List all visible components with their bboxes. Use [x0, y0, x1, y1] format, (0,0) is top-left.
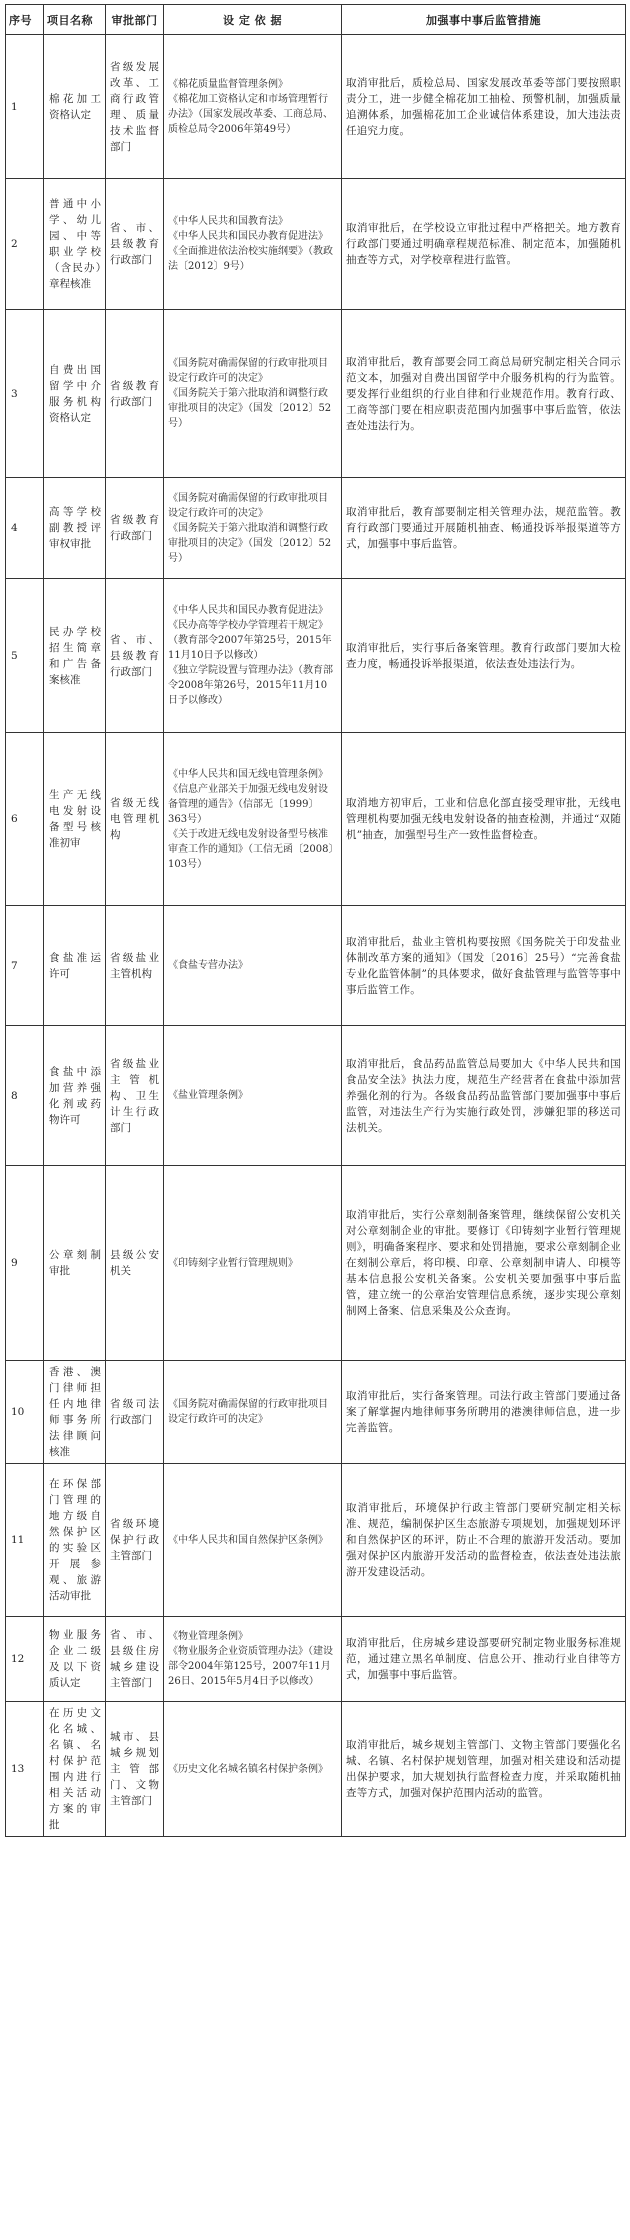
row-item-name: 食盐准运许可 [44, 906, 106, 1026]
row-seq: 4 [6, 478, 44, 579]
table-header-row [6, 5, 626, 35]
table-row [6, 1617, 626, 1702]
basis-line: 《信息产业部关于加强无线电发射设备管理的通告》（信部无〔1999〕363号） [168, 783, 328, 825]
basis-line: 《国务院对确需保留的行政审批项目设定行政许可的决定》 [168, 492, 328, 519]
row-measures: 取消审批后，教育部要制定相关管理办法，规范监管。教育行政部门要通过开展随机抽查、畅通投诉举报渠道等方式，加强事中事后监管。 [342, 478, 626, 579]
header-basis: 设 定 依 据 [164, 5, 342, 35]
table-row [6, 1166, 626, 1361]
row-approval-dept: 省级盐业主管机构 [106, 906, 164, 1026]
row-item-name: 棉花加工资格认定 [44, 35, 106, 179]
basis-line: 《国务院关于第六批取消和调整行政审批项目的决定》（国发〔2012〕52号） [168, 522, 332, 564]
table-row [6, 179, 626, 310]
basis-line: 《印铸刻字业暂行管理规则》 [168, 1257, 298, 1269]
row-approval-dept: 省级司法行政部门 [106, 1361, 164, 1464]
row-seq: 3 [6, 310, 44, 478]
basis-line: 《全面推进依法治校实施纲要》（教政法〔2012〕9号） [168, 246, 333, 272]
basis-line: 《物业管理条例》 [168, 1631, 248, 1642]
table-row [6, 733, 626, 906]
row-measures: 取消审批后，城乡规划主管部门、文物主管部门要强化名城、名镇、名村保护规划管理，加强对相关建设和活动提出保护要求，加大规划执行监督检查力度，并采取随机抽查等方式，加强对保护范围内活动的监管。 [342, 1702, 626, 1837]
row-seq: 6 [6, 733, 44, 906]
row-seq: 11 [6, 1464, 44, 1617]
basis-line: 《食盐专营办法》 [168, 960, 248, 971]
basis-line: 《棉花质量监督管理条例》 [168, 78, 288, 90]
basis-line: 《中华人民共和国民办教育促进法》 [168, 231, 328, 242]
row-basis [164, 1464, 342, 1617]
row-basis [164, 579, 342, 733]
row-basis [164, 1166, 342, 1361]
row-item-name: 普通中小学、幼儿园、中等职业学校（含民办）章程核准 [44, 179, 106, 310]
basis-line: 《中华人民共和国教育法》 [168, 216, 288, 227]
header-seq: 序号 [6, 5, 44, 35]
table-row [6, 1702, 626, 1837]
row-measures: 取消审批后，食品药品监管总局要加大《中华人民共和国食品安全法》执法力度，规范生产经营者在食盐中添加营养强化剂的行为。各级食品药品监管部门要加强事中事后监管，对违法生产行为实施行政处罚，涉嫌犯罪的移送司法机关。 [342, 1026, 626, 1166]
basis-line: 《棉花加工资格认定和市场管理暂行办法》（国家发展改革委、工商总局、质检总局令2006年第49号） [168, 93, 333, 135]
table-row [6, 478, 626, 579]
header-item-name: 项目名称 [44, 5, 106, 35]
row-measures: 取消审批后，在学校设立审批过程中严格把关。地方教育行政部门要通过明确章程规范标准、制定范本，加强随机抽查等方式，对学校章程进行监管。 [342, 179, 626, 310]
row-item-name: 高等学校副教授评审权审批 [44, 478, 106, 579]
row-measures: 取消审批后，质检总局、国家发展改革委等部门要按照职责分工，进一步健全棉花加工抽检、预警机制，加强质量追溯体系，加强棉花加工企业诚信体系建设，加大违法责任追究力度。 [342, 35, 626, 179]
row-approval-dept: 省级盐业主管机构、卫生计生行政部门 [106, 1026, 164, 1166]
approval-items-table-sheet [5, 4, 625, 1837]
table-row [6, 1361, 626, 1464]
row-basis [164, 1026, 342, 1166]
row-basis [164, 478, 342, 579]
row-measures: 取消审批后，实行事后备案管理。教育行政部门要加大检查力度，畅通投诉举报渠道，依法查处违法行为。 [342, 579, 626, 733]
basis-line: 《盐业管理条例》 [168, 1090, 248, 1101]
row-seq: 8 [6, 1026, 44, 1166]
row-item-name: 民办学校招生简章和广告备案核准 [44, 579, 106, 733]
row-approval-dept: 城市、县城乡规划主管部门、文物主管部门 [106, 1702, 164, 1837]
header-approval-dept: 审批部门 [106, 5, 164, 35]
row-item-name: 在历史文化名城、名镇、名村保护范围内进行相关活动方案的审批 [44, 1702, 106, 1837]
row-basis [164, 1361, 342, 1464]
row-seq: 1 [6, 35, 44, 179]
row-seq: 13 [6, 1702, 44, 1837]
basis-line: 《民办高等学校办学管理若干规定》（教育部令2007年第25号，2015年11月10日予以修改） [168, 620, 332, 661]
row-approval-dept: 省级无线电管理机构 [106, 733, 164, 906]
basis-line: 《物业服务企业资质管理办法》（建设部令2004年第125号，2007年11月26日、2015年5月4日予以修改） [168, 1646, 333, 1687]
row-basis [164, 1702, 342, 1837]
row-basis [164, 35, 342, 179]
row-measures: 取消审批后，盐业主管机构要按照《国务院关于印发盐业体制改革方案的通知》（国发〔2016〕25号）“完善食盐专业化监管体制”的具体要求，做好食盐管理与监管等事中事后监管工作。 [342, 906, 626, 1026]
table-row [6, 310, 626, 478]
row-seq: 12 [6, 1617, 44, 1702]
row-approval-dept: 省级教育行政部门 [106, 478, 164, 579]
row-measures: 取消地方初审后，工业和信息化部直接受理审批，无线电管理机构要加强无线电发射设备的抽查检测，并通过“双随机”抽查，加强型号生产一致性监督检查。 [342, 733, 626, 906]
row-item-name: 生产无线电发射设备型号核准初审 [44, 733, 106, 906]
row-basis [164, 1617, 342, 1702]
row-measures: 取消审批后，实行公章刻制备案管理，继续保留公安机关对公章刻制企业的审批。要修订《印铸刻字业暂行管理规则》，明确备案程序、要求和处罚措施，要求公章刻制企业在刻制公章后，将印模、印章、公章刻制申请人、印模等基本信息报公安机关备案。公安机关要加强事中事后监管，建立统一的公章治安管理信息系统，逐步实现公章刻制网上备案、信息采集及公众查询。 [342, 1166, 626, 1361]
basis-line: 《关于改进无线电发射设备型号核准审查工作的通知》（工信无函〔2008〕103号） [168, 828, 334, 870]
basis-line: 《国务院关于第六批取消和调整行政审批项目的决定》（国发〔2012〕52号） [168, 388, 332, 429]
row-measures: 取消审批后，环境保护行政主管部门要研究制定相关标准、规范，编制保护区生态旅游专项规划，加强规划环评和自然保护区的环评，防止不合理的旅游开发活动。要加强对保护区内旅游开发活动的监督检查，依法查处违法旅游开发建设活动。 [342, 1464, 626, 1617]
row-approval-dept: 省级发展改革、工商行政管理、质量技术监督部门 [106, 35, 164, 179]
basis-line: 《国务院对确需保留的行政审批项目设定行政许可的决定》 [168, 358, 328, 384]
basis-line: 《中华人民共和国自然保护区条例》 [168, 1534, 328, 1546]
row-approval-dept: 省、市、县级教育行政部门 [106, 179, 164, 310]
basis-line: 《历史文化名城名镇名村保护条例》 [168, 1763, 328, 1775]
row-seq: 5 [6, 579, 44, 733]
table-row [6, 1464, 626, 1617]
basis-line: 《独立学院设置与管理办法》（教育部令2008年第26号，2015年11月10日予以修改） [168, 665, 333, 706]
row-approval-dept: 省级教育行政部门 [106, 310, 164, 478]
row-item-name: 香港、澳门律师担任内地律师事务所法律顾问核准 [44, 1361, 106, 1464]
basis-line: 《中华人民共和国民办教育促进法》 [168, 605, 328, 616]
row-approval-dept: 县级公安机关 [106, 1166, 164, 1361]
row-measures: 取消审批后，实行备案管理。司法行政主管部门要通过备案了解掌握内地律师事务所聘用的港澳律师信息，进一步完善监管。 [342, 1361, 626, 1464]
row-measures: 取消审批后，住房城乡建设部要研究制定物业服务标准规范，通过建立黑名单制度、信息公开、推动行业自律等方式，加强事中事后监管。 [342, 1617, 626, 1702]
row-basis [164, 906, 342, 1026]
header-measures: 加强事中事后监管措施 [342, 5, 626, 35]
row-approval-dept: 省、市、县级住房城乡建设主管部门 [106, 1617, 164, 1702]
row-item-name: 物业服务企业二级及以下资质认定 [44, 1617, 106, 1702]
row-seq: 10 [6, 1361, 44, 1464]
basis-line: 《中华人民共和国无线电管理条例》 [168, 768, 328, 780]
row-measures: 取消审批后，教育部要会同工商总局研究制定相关合同示范文本，加强对自费出国留学中介服务机构的行为监管。要发挥行业组织的行业自律和行业规范作用。教育行政、工商等部门要在相应职责范围内加强事中事后监管，依法查处违法行为。 [342, 310, 626, 478]
table-row [6, 579, 626, 733]
row-item-name: 自费出国留学中介服务机构资格认定 [44, 310, 106, 478]
row-basis [164, 179, 342, 310]
row-item-name: 食盐中添加营养强化剂或药物许可 [44, 1026, 106, 1166]
row-approval-dept: 省级环境保护行政主管部门 [106, 1464, 164, 1617]
approval-items-table [5, 4, 626, 1837]
row-item-name: 在环保部门管理的地方级自然保护区的实验区开展参观、旅游活动审批 [44, 1464, 106, 1617]
row-seq: 2 [6, 179, 44, 310]
row-basis [164, 310, 342, 478]
table-row [6, 906, 626, 1026]
row-seq: 7 [6, 906, 44, 1026]
basis-line: 《国务院对确需保留的行政审批项目设定行政许可的决定》 [168, 1399, 328, 1425]
row-approval-dept: 省、市、县级教育行政部门 [106, 579, 164, 733]
table-row [6, 35, 626, 179]
row-seq: 9 [6, 1166, 44, 1361]
table-row [6, 1026, 626, 1166]
row-item-name: 公章刻制审批 [44, 1166, 106, 1361]
row-basis [164, 733, 342, 906]
